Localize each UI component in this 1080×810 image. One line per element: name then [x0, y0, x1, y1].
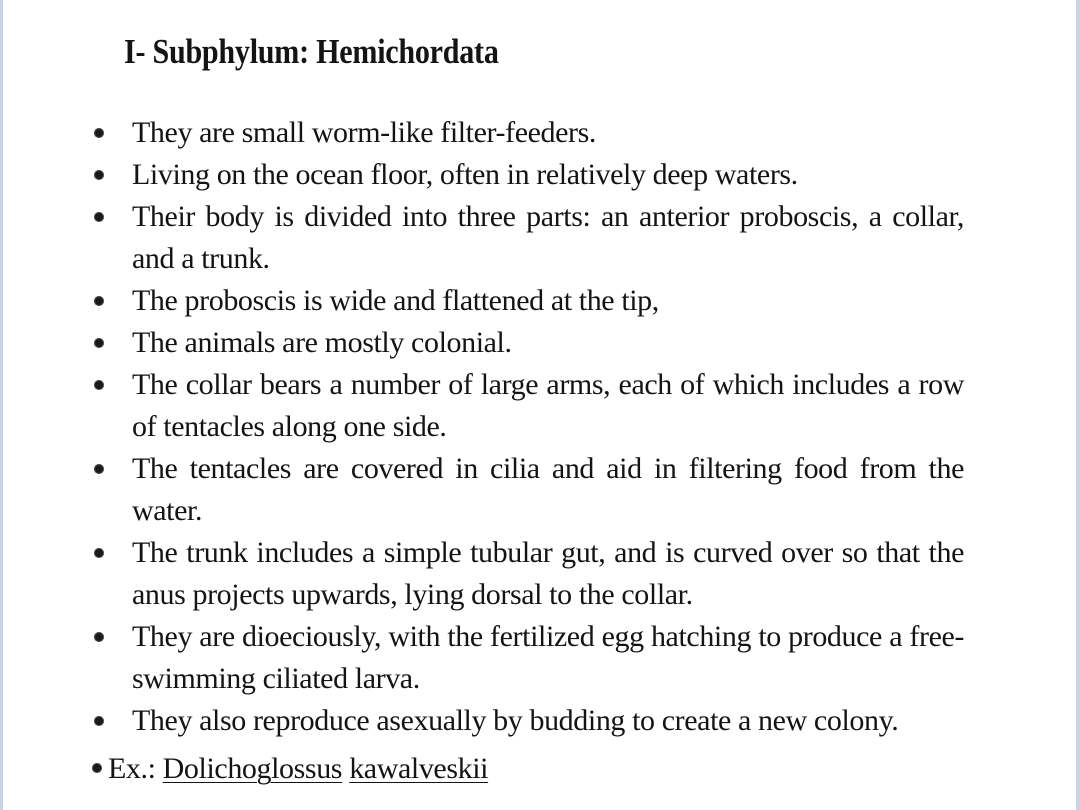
bullet-item-10 [88, 700, 964, 742]
bullet-dot-icon [92, 763, 102, 773]
bullet-dot-icon [94, 212, 104, 222]
example-line [92, 748, 488, 790]
bullet-text: They are dioeciously, with the fertilized egg hatching to produce a free-swimming ciliated larva. [132, 620, 964, 695]
example-genus: Dolichoglossus [162, 752, 343, 785]
bullet-text: They also reproduce asexually by budding to create a new colony. [132, 704, 899, 737]
bullet-item-2 [88, 154, 964, 196]
example-prefix: Ex.: [108, 752, 156, 785]
bullet-item-5 [88, 322, 964, 364]
bullet-item-7 [88, 448, 964, 532]
bullet-dot-icon [94, 548, 104, 558]
example-species: kawalveskii [349, 752, 489, 785]
page-right-edge [1076, 0, 1080, 810]
bullet-item-3 [88, 196, 964, 280]
bullet-item-4 [88, 280, 964, 322]
page-title: I- Subphylum: Hemichordata [124, 32, 499, 71]
page-left-edge [0, 0, 3, 810]
bullet-dot-icon [94, 380, 104, 390]
bullet-text: The proboscis is wide and flattened at the tip, [132, 284, 659, 317]
bullet-item-6 [88, 364, 964, 448]
bullet-dot-icon [94, 632, 104, 642]
bullet-dot-icon [94, 170, 104, 180]
bullet-item-1 [88, 112, 964, 154]
bullet-text: Living on the ocean floor, often in relatively deep waters. [132, 158, 798, 191]
bullet-dot-icon [94, 716, 104, 726]
bullet-dot-icon [94, 296, 104, 306]
bullet-dot-icon [94, 128, 104, 138]
bullet-text: The trunk includes a simple tubular gut, and is curved over so that the anus projects upwards, lying dorsal to the collar. [132, 536, 964, 611]
bullet-item-8 [88, 532, 964, 616]
bullet-text: Their body is divided into three parts: an anterior proboscis, a collar, and a trunk. [132, 200, 964, 275]
bullet-text: The collar bears a number of large arms, each of which includes a row of tentacles along one side. [132, 368, 964, 443]
bullet-text: The tentacles are covered in cilia and aid in filtering food from the water. [132, 452, 964, 527]
bullet-dot-icon [94, 338, 104, 348]
bullet-dot-icon [94, 464, 104, 474]
bullet-item-9 [88, 616, 964, 700]
bullet-text: The animals are mostly colonial. [132, 326, 512, 359]
bullet-list [88, 112, 964, 742]
bullet-text: They are small worm-like filter-feeders. [132, 116, 597, 149]
